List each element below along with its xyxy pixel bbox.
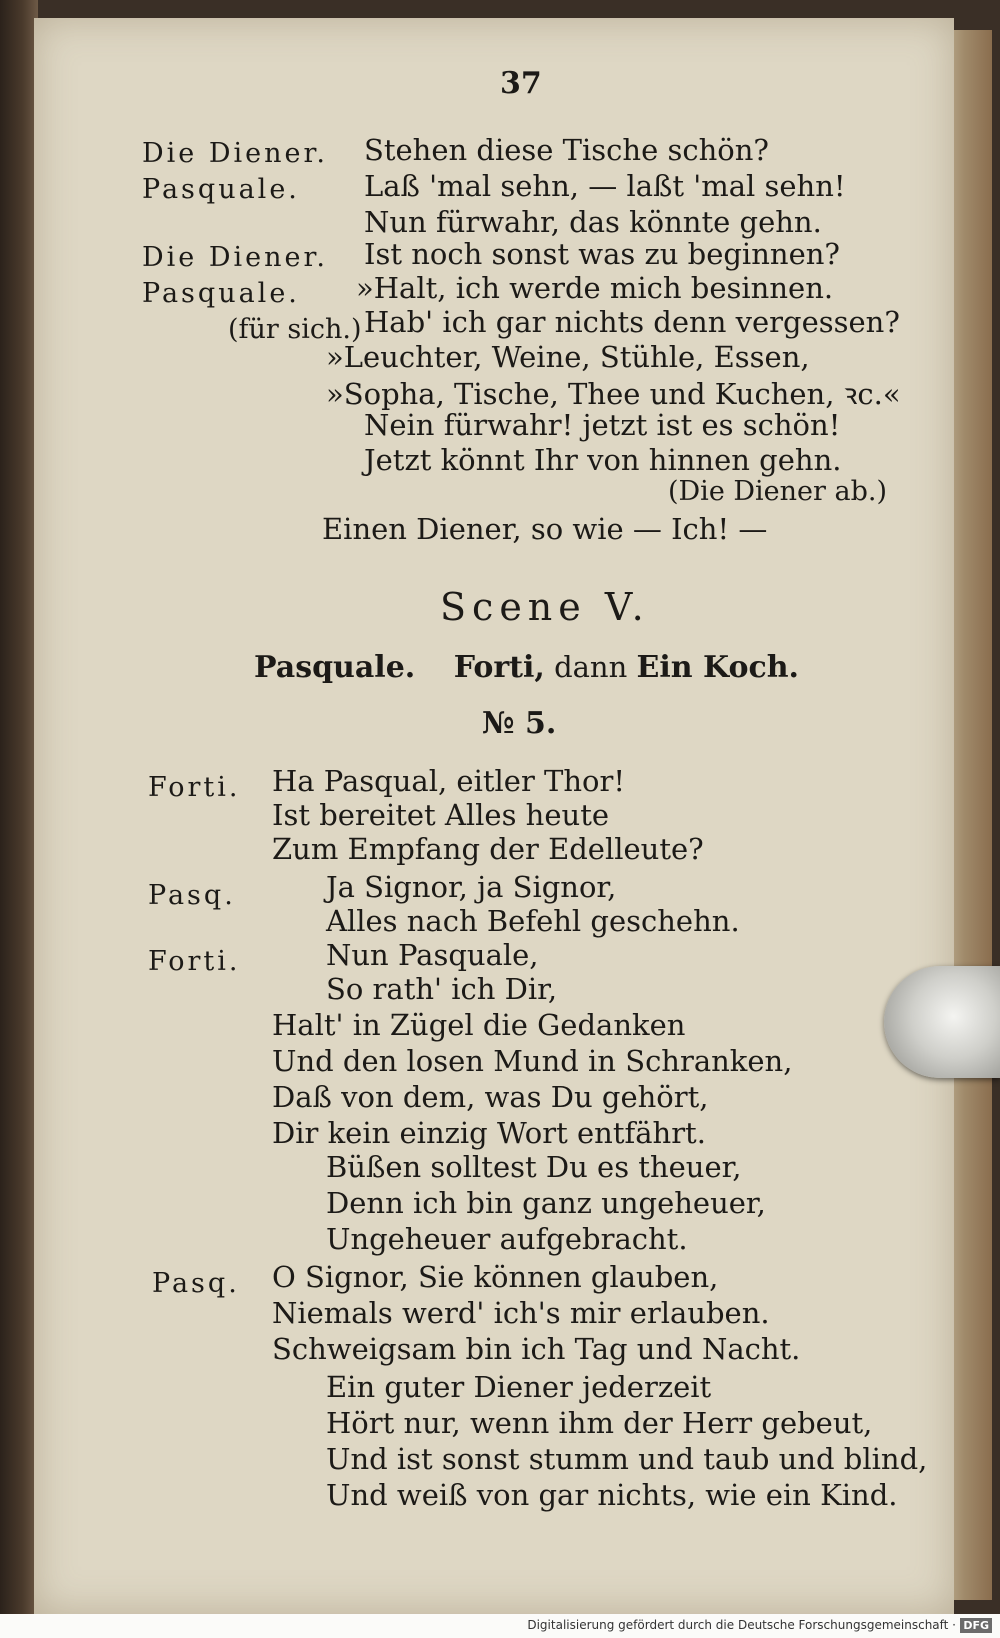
cast-connector: dann: [554, 650, 628, 684]
stage-aside: (für sich.): [228, 314, 362, 345]
verse-line: Und weiß von gar nichts, wie ein Kind.: [326, 1478, 898, 1512]
verse-line: Und ist sonst stumm und taub und blind,: [326, 1442, 928, 1476]
verse-line: Jetzt könnt Ihr von hinnen gehn.: [364, 443, 842, 477]
verse-line: So rath' ich Dir,: [326, 972, 558, 1006]
speaker-label: Die Diener.: [142, 242, 328, 273]
verse-line: O Signor, Sie können glauben,: [272, 1260, 719, 1294]
verse-line: Alles nach Befehl geschehn.: [326, 904, 740, 938]
verse-line: »Leuchter, Weine, Stühle, Essen,: [326, 340, 810, 374]
cast-name: Pasquale.: [254, 650, 416, 685]
speaker-label: Pasq.: [152, 1268, 240, 1299]
verse-line: Halt' in Zügel die Gedanken: [272, 1008, 686, 1042]
speaker-label: Pasq.: [148, 880, 236, 911]
page-clip: [884, 966, 1000, 1078]
footer-bar: [0, 1614, 1000, 1638]
verse-line: Ungeheuer aufgebracht.: [326, 1222, 688, 1256]
verse-line: Nun fürwahr, das könnte gehn.: [364, 205, 822, 239]
verse-line: Nun Pasquale,: [326, 938, 539, 972]
cast-name: Forti,: [453, 650, 545, 685]
verse-line: »Halt, ich werde mich besinnen.: [356, 271, 834, 305]
speaker-label: Forti.: [148, 946, 241, 977]
verse-line: Hab' ich gar nichts denn vergessen?: [364, 305, 900, 339]
speaker-label: Die Diener.: [142, 138, 328, 169]
verse-line: Laß 'mal sehn, — laßt 'mal sehn!: [364, 169, 846, 203]
verse-line: Büßen solltest Du es theuer,: [326, 1150, 742, 1184]
verse-line: Schweigsam bin ich Tag und Nacht.: [272, 1332, 801, 1366]
closing-line: Einen Diener, so wie — Ich! —: [322, 512, 768, 546]
speaker-label: Pasquale.: [142, 278, 300, 309]
verse-line: Ist bereitet Alles heute: [272, 798, 610, 832]
musical-number: № 5.: [482, 706, 557, 741]
verse-line: Zum Empfang der Edelleute?: [272, 832, 704, 866]
verse-line: Ein guter Diener jederzeit: [326, 1370, 712, 1404]
dfg-logo: DFG: [960, 1618, 992, 1633]
verse-line: Hört nur, wenn ihm der Herr gebeut,: [326, 1406, 873, 1440]
verse-line: Niemals werd' ich's mir erlauben.: [272, 1296, 770, 1330]
verse-line: Denn ich bin ganz ungeheuer,: [326, 1186, 766, 1220]
speaker-label: Pasquale.: [142, 174, 300, 205]
cast-name: Ein Koch.: [636, 650, 799, 685]
cast-list: [254, 650, 799, 685]
book-spine-shadow: [0, 0, 38, 1638]
verse-line: Dir kein einzig Wort entfährt.: [272, 1116, 706, 1150]
verse-line: Daß von dem, was Du gehört,: [272, 1080, 709, 1114]
verse-line: Stehen diese Tische schön?: [364, 133, 769, 167]
page-number: 37: [500, 66, 542, 101]
scene-title: Scene V.: [440, 585, 650, 629]
verse-line: Ist noch sonst was zu beginnen?: [364, 237, 840, 271]
verse-line: Ja Signor, ja Signor,: [326, 870, 617, 904]
verse-line: Nein fürwahr! jetzt ist es schön!: [364, 408, 841, 442]
verse-line: Ha Pasqual, eitler Thor!: [272, 764, 626, 798]
speaker-label: Forti.: [148, 772, 241, 803]
stage-direction: (Die Diener ab.): [668, 476, 887, 507]
verse-line: »Sopha, Tische, Thee und Kuchen, ꝛc.«: [326, 377, 901, 411]
verse-line: Und den losen Mund in Schranken,: [272, 1044, 793, 1078]
funding-credit: Digitalisierung gefördert durch die Deutsche Forschungsgemeinschaft ·: [527, 1618, 956, 1632]
